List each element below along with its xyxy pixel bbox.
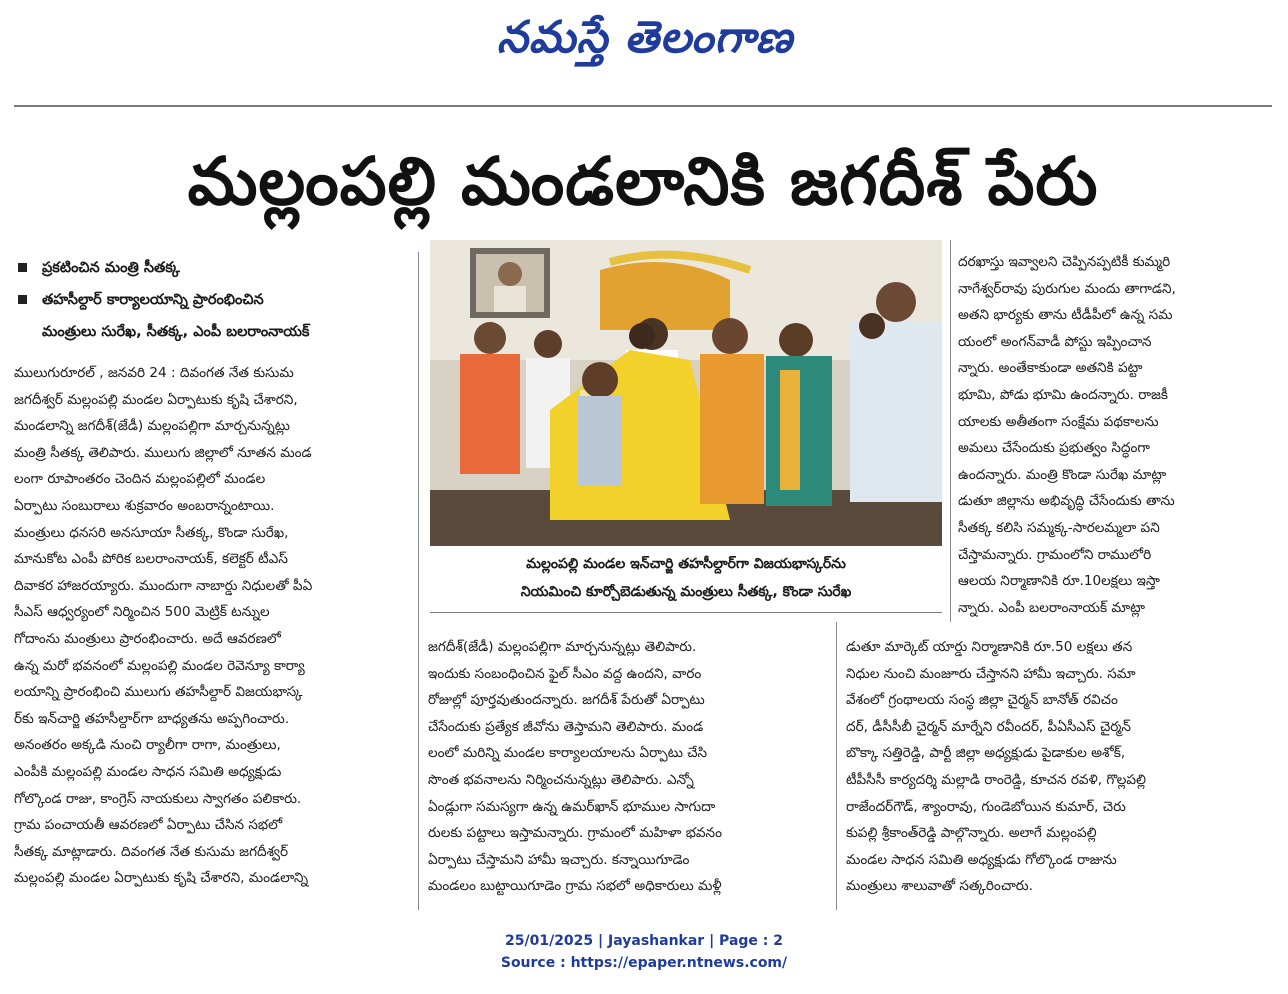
text-line: దరఖాస్తు ఇవ్వాలని చెప్పినప్పటికీ కుమ్మరి bbox=[958, 254, 1171, 270]
text-line: జగదీశ్వర్ మల్లంపల్లి మండల ఏర్పాటుకు కృషి చేశారని, bbox=[14, 391, 298, 408]
text-line: ములుగురూరల్ , జనవరి 24 : దివంగత నేత కుసుమ bbox=[14, 365, 294, 381]
article-photo bbox=[430, 240, 942, 546]
masthead bbox=[0, 0, 1288, 78]
text-line: జగదీశ్(జేడీ) మల్లంపల్లిగా మార్చనున్నట్లు తెలిపారు. bbox=[428, 639, 697, 655]
article-headline: మల్లంపల్లి మండలానికి జగదీశ్ పేరు bbox=[187, 143, 1099, 220]
text-line: ఉందన్నారు. మంత్రి కొండా సురేఖ మాట్లా bbox=[958, 466, 1167, 483]
text-line: వేశంలో గ్రంథాలయ సంస్థ జిల్లా చైర్మన్ బానోత్ రవిచం bbox=[846, 692, 1118, 709]
highlight-text-continued: మంత్రులు సురేఖ, సీతక్క, ఎంపీ బలరాంనాయక్ bbox=[42, 324, 310, 340]
text-line: బొక్కా సత్తిరెడ్డి, పార్టీ జిల్లా అధ్యక్షుడు పైడాకుల అశోక్, bbox=[846, 745, 1126, 762]
text-line: సీఎస్ ఆధ్వర్యంలో నిర్మించిన 500 మెట్రిక్ టన్నుల bbox=[14, 604, 270, 621]
text-line: ఏర్పాటు సంబురాలు శుక్రవారం అంబరాన్నంటాయి. bbox=[14, 497, 275, 514]
text-line: ఆలయ నిర్మాణానికి రూ.10లక్షలు ఇస్తా bbox=[958, 573, 1160, 590]
text-line: గోల్కొండ రాజు, కాంగ్రెస్ నాయకులు స్వాగతం పలికారు. bbox=[14, 790, 302, 807]
text-line: లంగా రూపాంతరం చెందిన మల్లంపల్లిలో మండల bbox=[14, 471, 266, 488]
text-line: అమలు చేసేందుకు ప్రభుత్వం సిద్ధంగా bbox=[958, 440, 1150, 457]
text-line: గ్రామ పంచాయతీ ఆవరణలో ఏర్పాటు చేసిన సభలో bbox=[14, 817, 283, 834]
text-line: ఏండ్లుగా సమస్యగా ఉన్న ఉమర్‌ఖాన్ భూముల సాగుదా bbox=[428, 798, 716, 815]
text-line: రులకు పట్టాలు ఇస్తామన్నారు. గ్రామంలో మహిళా భవనం bbox=[428, 825, 722, 842]
text-line: ఎంపీకి మల్లంపల్లి మండల సాధన సమితి అధ్యక్షుడు bbox=[14, 763, 282, 780]
text-line: రాజేందర్‌గౌడ్, శ్యాంరావు, గుండెబోయిన కుమార్, చెరు bbox=[846, 798, 1126, 815]
text-line: రోజుల్లో పూర్తవుతుందన్నారు. జగదీశ్ పేరుతో ఏర్పాటు bbox=[428, 692, 705, 709]
photo-caption bbox=[430, 550, 942, 608]
text-line: ఉన్న మరో భవనంలో మల్లంపల్లి మండల రెవెన్యూ కార్యా bbox=[14, 657, 305, 674]
newspaper-logo: నమస్తే తెలంగాణ bbox=[496, 12, 794, 63]
text-line: సీతక్క కలిసి సమ్మక్క-సారలమ్మలా పని bbox=[958, 519, 1160, 536]
officials-photo bbox=[430, 240, 942, 546]
text-line: చేస్తామన్నారు. గ్రామంలోని రాములోరి bbox=[958, 546, 1152, 563]
text-line: డుతూ మార్కెట్ యార్డు నిర్మాణానికి రూ.50 లక్షలు తన bbox=[846, 639, 1133, 655]
text-line: దివాకర హాజరయ్యారు. ముందుగా నాబార్డు నిధులతో పీఏ bbox=[14, 577, 313, 594]
text-line: చేసేందుకు ప్రత్యేక జీవోను తెస్తామని తెలిపారు. మండ bbox=[428, 718, 704, 735]
text-line: న్నారు. అంతేకాకుండా అతనికి పట్టా bbox=[958, 360, 1143, 377]
text-line: భూమి, పోడు భూమి ఉందన్నారు. రాజకీ bbox=[958, 386, 1168, 403]
column-divider bbox=[418, 252, 419, 910]
text-line: సొంత భవనాలను నిర్మించనున్నట్లు తెలిపారు. ఎన్నో bbox=[428, 771, 694, 788]
text-line: మానుకోట ఎంపీ పోరిక బలరాంనాయక్, కలెక్టర్ టీఎస్ bbox=[14, 551, 288, 568]
text-line: అనంతరం అక్కడి నుంచి ర్యాలీగా రాగా, మంత్రులు, bbox=[14, 737, 281, 754]
caption-divider bbox=[430, 612, 942, 613]
text-line: ఇందుకు సంబంధించిన ఫైల్ సీఎం వద్ద ఉందని, వారం bbox=[428, 665, 702, 682]
text-line: సీతక్క మాట్లాడారు. దివంగత నేత కుసుమ జగదీశ్వర్ bbox=[14, 843, 289, 860]
text-line: దర్, డీసీసీబీ చైర్మన్ మార్నేని రవీందర్, పీఏసీఎస్ చైర్మన్ bbox=[846, 718, 1131, 735]
text-line: ర్‌కు ఇన్‌చార్జి తహసీల్దార్‌గా బాధ్యతను అప్పగించారు. bbox=[14, 710, 290, 727]
highlight-item bbox=[14, 284, 424, 316]
text-line: మంత్రి సీతక్క తెలిపారు. ములుగు జిల్లాలో నూతన మండ bbox=[14, 444, 312, 461]
text-line: మల్లంపల్లి మండల ఏర్పాటుకు కృషి చేశారని, మండలాన్ని bbox=[14, 870, 309, 887]
text-line: మండల సాధన సమితి అధ్యక్షుడు గోల్కొండ రాజును bbox=[846, 851, 1117, 868]
text-line: యాలకు అతీతంగా సంక్షేమ పథకాలను bbox=[958, 413, 1159, 430]
text-line: యంలో అంగన్‌వాడీ పోస్టు ఇప్పించాన bbox=[958, 333, 1152, 350]
text-line: మంత్రులు ధనసరి అనసూయా సీతక్క, కొండా సురేఖ, bbox=[14, 524, 289, 541]
highlight-item bbox=[14, 252, 424, 284]
text-line: అతని భార్యకు తాను టీడీపీలో ఉన్న సమ bbox=[958, 307, 1173, 324]
highlight-text: తహసీల్దార్ కార్యాలయాన్ని ప్రారంభించిన bbox=[42, 292, 264, 308]
text-line: లయాన్ని ప్రారంభించి ములుగు తహసీల్దార్ విజయభాస్క bbox=[14, 684, 303, 701]
text-line: నాగేశ్వర్‌రావు పురుగుల మందు తాగాడని, bbox=[958, 280, 1176, 297]
footer-source-link[interactable]: Source : https://epaper.ntnews.com/ bbox=[500, 955, 788, 971]
masthead-divider bbox=[14, 105, 1272, 107]
text-line: లంలో మరిన్ని మండల కార్యాలయాలను ఏర్పాటు చేసి bbox=[428, 745, 708, 762]
text-line: కుపల్లి శ్రీకాంత్‌రెడ్డి పాల్గొన్నారు. అలాగే మల్లంపల్లి bbox=[846, 825, 1097, 842]
text-line: డుతూ జిల్లాను అభివృద్ధి చేసేందుకు తాను bbox=[958, 493, 1175, 510]
highlight-text: ప్రకటించిన మంత్రి సీతక్క bbox=[42, 260, 180, 276]
footer-date-page: 25/01/2025 | Jayashankar | Page : 2 bbox=[505, 933, 783, 949]
bullet-square-icon bbox=[18, 263, 27, 272]
text-line: నిధుల నుంచి మంజూరు చేస్తానని హామీ ఇచ్చారు. సమా bbox=[846, 665, 1136, 682]
article-highlights bbox=[14, 252, 424, 348]
text-line: టీపీసీసీ కార్యదర్శి మల్లాడి రాంరెడ్డి, కూచన రవళి, గొల్లపల్లి bbox=[846, 771, 1147, 788]
text-line: ఏర్పాటు చేస్తామని హామీ ఇచ్చారు. కన్నాయిగూడెం bbox=[428, 851, 690, 868]
text-line: మండలాన్ని జగదీశ్(జేడీ) మల్లంపల్లిగా మార్చనున్నట్లు bbox=[14, 418, 290, 435]
text-line: మంత్రులు శాలువాతో సత్కరించారు. bbox=[846, 878, 1033, 895]
column-divider bbox=[950, 240, 951, 622]
caption-line: మల్లంపల్లి మండల ఇన్‌చార్జి తహసీల్దార్‌గా విజయభాస్కర్‌ను bbox=[526, 556, 846, 572]
text-line: న్నారు. ఎంపీ బలరాంనాయక్ మాట్లా bbox=[958, 599, 1145, 616]
text-line: గోదాంను మంత్రులు ప్రారంభించారు. అదే ఆవరణలో bbox=[14, 630, 281, 647]
text-line: మండలం బుట్టాయిగూడెం గ్రామ సభలో అధికారులు మళ్లీ bbox=[428, 878, 722, 895]
article-column-middle bbox=[428, 634, 828, 900]
article-column-right-bottom bbox=[846, 634, 1242, 900]
caption-line: నియమించి కూర్చోబెడుతున్న మంత్రులు సీతక్క, కొండా సురేఖ bbox=[520, 584, 852, 600]
article-column-left bbox=[14, 360, 410, 892]
article-column-right-top bbox=[958, 249, 1242, 621]
bullet-square-icon bbox=[18, 295, 27, 304]
page-footer bbox=[0, 930, 1288, 974]
column-divider bbox=[836, 622, 837, 910]
